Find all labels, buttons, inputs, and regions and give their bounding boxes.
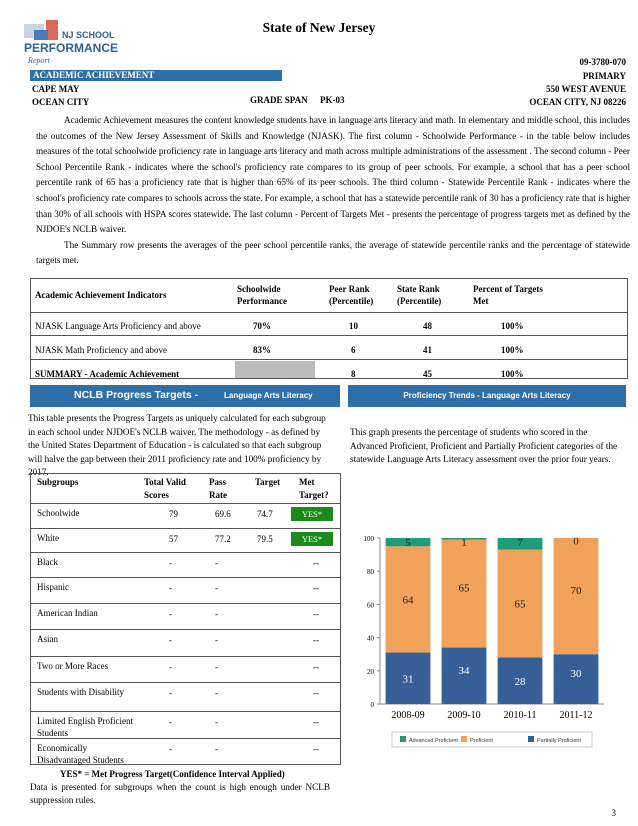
header-met-1: Met [299, 477, 315, 487]
summary-shade [235, 361, 315, 378]
header-valid-2: Scores [144, 490, 169, 500]
subgroup-met-target: -- [313, 635, 319, 645]
row-lal-indicator: NJASK Language Arts Proficiency and above [35, 321, 201, 331]
subgroup-valid-scores: - [169, 583, 172, 593]
subgroup-pass-rate: - [215, 609, 218, 619]
subgroup-pass-rate: - [215, 635, 218, 645]
school-level: PRIMARY [582, 71, 626, 81]
row-math-state: 41 [423, 345, 432, 355]
divider [31, 656, 340, 657]
page-title: State of New Jersey [262, 20, 376, 35]
y-tick-label: 20 [367, 667, 374, 676]
y-tick-label: 80 [367, 568, 374, 577]
subgroup-name: White [37, 533, 59, 543]
subgroup-pass-rate: - [215, 717, 218, 727]
data-label: 64 [402, 594, 414, 607]
y-tick-label: 0 [370, 701, 374, 709]
subgroup-pass-rate: - [215, 662, 218, 672]
row-lal-schoolwide: 70% [253, 321, 271, 331]
subgroup-name: Black [37, 557, 58, 567]
x-tick-label: 2009-10 [447, 710, 481, 721]
row-math-targets: 100% [501, 345, 524, 355]
row-lal-state: 48 [423, 321, 432, 331]
subgroup-name: Economically Disadvantaged Students [37, 743, 124, 765]
subgroup-name: Limited English Proficient Students [37, 716, 133, 738]
met-target-badge: YES* [291, 532, 333, 546]
header-state-2: (Percentile) [397, 296, 442, 306]
row-math-schoolwide: 83% [253, 345, 271, 355]
subgroup-name: Two or More Races [37, 661, 109, 671]
subgroup-name: Students with Disability [37, 687, 125, 697]
subgroup-pass-rate: 69.6 [215, 509, 231, 519]
header-pass-2: Rate [209, 490, 227, 500]
nclb-suppression-note: Data is presented for subgroups when the count is high enough under NCLB suppression rules. [30, 782, 330, 805]
subgroup-met-target: -- [313, 717, 319, 727]
divider [31, 603, 340, 604]
header-state-1: State Rank [397, 284, 440, 294]
nclb-subtitle: Language Arts Literacy [224, 391, 313, 400]
row-summary-state: 45 [423, 369, 432, 379]
divider [31, 682, 340, 683]
logo-line1: NJ SCHOOL [62, 30, 115, 40]
subgroup-pass-rate: - [215, 744, 218, 754]
legend-swatch [461, 736, 467, 742]
nclb-subgroup-table [30, 473, 341, 765]
divider [31, 738, 340, 739]
subgroup-met-target: -- [313, 744, 319, 754]
subgroup-valid-scores: - [169, 744, 172, 754]
row-math-indicator: NJASK Math Proficiency and above [35, 345, 167, 355]
subgroup-pass-rate: 77.2 [215, 534, 231, 544]
x-tick-label: 2008-09 [391, 710, 425, 721]
description-paragraph-1: Academic Achievement measures the content knowledge students have in language arts literacy and math. In elementary and middle school, this includes the outcomes of the New Jersey Assessment of Skills and Knowledge (NJASK). The first column - Schoolwide Performance - in the table below includes measures of the total schoolwide proficiency rate in language arts literacy and math across multiple administrations of the assessment . The second column - Peer School Percentile Rank - indicates where the school's proficiency rate compares to its group of peer schools. For example, a school that has a peer school percentile rank of 65 has a proficiency rate that is higher than 65% of its peer schools. The third column - Statewide Percentile Rank - indicates where the school's proficiency rate compares to schools across the state. For example, a school that has a statewide percentile rank of 30 has a proficiency rate that is higher than 30% of all schools with HSPA scores statewide. The last column - Percent of Targets Met - presents the percentage of progress targets met as defined by the NJDOE's NCLB waiver. [36, 115, 630, 235]
data-label: 5 [405, 537, 411, 549]
header-schoolwide-2: Performance [237, 296, 287, 306]
header-targets-1: Percent of Targets [473, 284, 543, 294]
header-targets-2: Met [473, 296, 489, 306]
city-state-zip: OCEAN CITY, NJ 08226 [529, 97, 626, 107]
data-label: 28 [514, 675, 526, 688]
street-address: 550 WEST AVENUE [545, 84, 626, 94]
subgroup-valid-scores: - [169, 662, 172, 672]
nclb-title: NCLB Progress Targets - [74, 389, 199, 401]
header-peer-1: Peer Rank [329, 284, 370, 294]
subgroup-target: 74.7 [257, 509, 273, 519]
subgroup-valid-scores: - [169, 688, 172, 698]
subgroup-name: American Indian [37, 608, 98, 618]
y-tick-label: 60 [367, 601, 374, 610]
met-target-badge: YES* [291, 507, 333, 521]
subgroup-name: Schoolwide [37, 508, 80, 518]
y-tick-label: 40 [367, 634, 374, 643]
header-target: Target [255, 477, 281, 487]
data-label: 7 [517, 537, 523, 549]
school-code: 09-3780-070 [579, 57, 626, 67]
subgroup-met-target: -- [313, 558, 319, 568]
county-name: CAPE MAY [32, 84, 80, 94]
data-label: 30 [570, 668, 582, 681]
legend-label: Advanced Proficient [409, 738, 458, 744]
subgroup-pass-rate: - [215, 558, 218, 568]
description-paragraph-2: The Summary row presents the averages of the peer school percentile ranks, the average of statewide percentile ranks and the percentage of statewide targets met. [36, 239, 630, 266]
grade-span-label: GRADE SPAN [250, 95, 308, 105]
subgroup-met-target: -- [313, 583, 319, 593]
academic-achievement-table [30, 278, 628, 379]
data-label: 65 [458, 582, 470, 595]
data-label: 70 [570, 585, 582, 598]
x-tick-label: 2011-12 [559, 710, 593, 721]
y-tick-label: 100 [363, 535, 374, 543]
subgroup-name: Asian [37, 634, 58, 644]
divider [31, 629, 340, 630]
row-lal-peer: 10 [349, 321, 358, 331]
legend-swatch [528, 736, 534, 742]
divider [31, 359, 627, 360]
header-met-2: Target? [299, 490, 329, 500]
page-number: 3 [611, 808, 616, 818]
subgroup-met-target: -- [313, 662, 319, 672]
row-math-peer: 6 [351, 345, 356, 355]
header-schoolwide-1: Schoolwide [237, 284, 281, 294]
legend-label: Proficient [470, 738, 493, 744]
district-name: OCEAN CITY [32, 97, 90, 107]
subgroup-name: Hispanic [37, 582, 69, 592]
data-label: 34 [458, 664, 470, 677]
divider [31, 528, 340, 529]
legend-swatch [400, 736, 406, 742]
subgroup-valid-scores: - [169, 609, 172, 619]
x-tick-label: 2010-11 [503, 710, 537, 721]
divider [31, 552, 340, 553]
trends-title: Proficiency Trends - Language Arts Literacy [403, 391, 571, 400]
divider [31, 711, 340, 712]
trends-description: This graph presents the percentage of students who scored in the Advanced Proficient, Proficient and Partially Proficient categories of the statewide Language Arts Literacy assessment over the prior four years. [350, 427, 618, 464]
data-label: 31 [402, 673, 414, 686]
row-summary-targets: 100% [501, 369, 524, 379]
subgroup-valid-scores: 57 [169, 534, 178, 544]
subgroup-pass-rate: - [215, 583, 218, 593]
logo-line2: PERFORMANCE [24, 41, 119, 55]
subgroup-target: 79.5 [257, 534, 273, 544]
divider [31, 335, 627, 336]
header-pass-1: Pass [209, 477, 227, 487]
achievement-description [36, 113, 630, 269]
logo-line3: Report [28, 56, 50, 65]
row-summary-peer: 8 [351, 369, 356, 379]
nclb-description: This table presents the Progress Targets as uniquely calculated for each subgroup in each school under NJDOE's NCLB waiver. The methodology - as defined by the United States Department of Education - is calculated so that each subgroup will halve the gap between their 2011 proficiency rate and 100% proficiency by 2017. [28, 413, 326, 477]
proficiency-trends-chart [348, 520, 626, 760]
row-lal-targets: 100% [501, 321, 524, 331]
header-valid-1: Total Valid [144, 477, 186, 487]
divider [31, 503, 340, 504]
data-label: 0 [573, 535, 579, 548]
subgroup-valid-scores: - [169, 717, 172, 727]
header-subgroups: Subgroups [37, 477, 79, 487]
grade-span-value: PK-03 [320, 95, 345, 105]
nclb-footnote: YES* = Met Progress Target(Confidence Interval Applied) [60, 769, 285, 779]
proficiency-trends-header [348, 385, 626, 407]
section-header-bar: ACADEMIC ACHIEVEMENT [30, 70, 282, 81]
divider [31, 577, 340, 578]
subgroup-pass-rate: - [215, 688, 218, 698]
divider [31, 312, 627, 313]
subgroup-valid-scores: - [169, 635, 172, 645]
subgroup-valid-scores: 79 [169, 509, 178, 519]
subgroup-valid-scores: - [169, 558, 172, 568]
data-label: 65 [514, 598, 526, 611]
legend-label: Partially Proficient [537, 738, 582, 744]
subgroup-met-target: -- [313, 609, 319, 619]
row-summary-indicator: SUMMARY - Academic Achievement [35, 369, 180, 379]
header-peer-2: (Percentile) [329, 296, 374, 306]
nclb-section-header [30, 385, 340, 407]
subgroup-met-target: -- [313, 688, 319, 698]
header-indicator: Academic Achievement Indicators [35, 290, 167, 300]
data-label: 1 [461, 537, 467, 549]
